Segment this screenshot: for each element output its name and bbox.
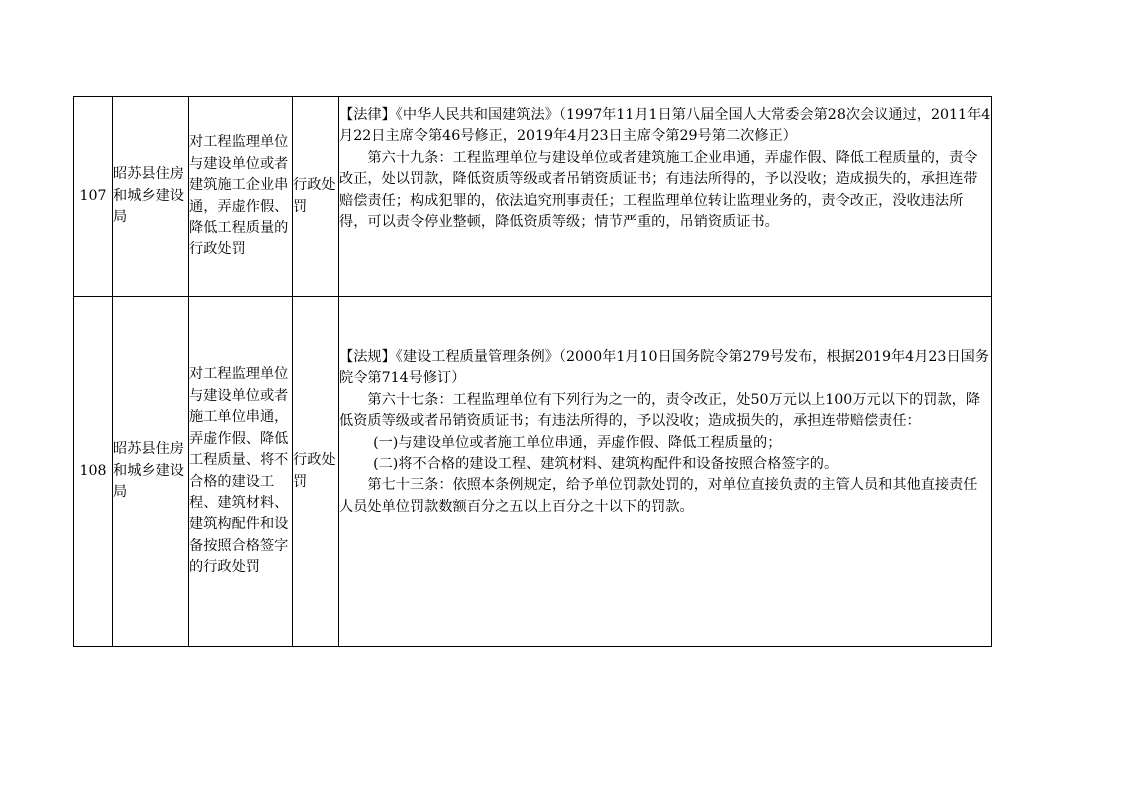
agency-cell <box>113 297 189 647</box>
basis-clause: (二)将不合格的建设工程、建筑材料、建筑构配件和设备按照合格签字的。 <box>373 456 839 473</box>
agency-text: 昭苏县住房和城乡建设局 <box>113 166 184 226</box>
type-cell <box>293 297 339 647</box>
agency-cell <box>113 97 189 297</box>
basis-cell <box>339 297 992 647</box>
row-number: 108 <box>74 297 113 647</box>
type-cell <box>293 97 339 297</box>
row-number: 107 <box>74 97 113 297</box>
item-text: 对工程监理单位与建设单位或者建筑施工企业串通，弄虚作假、降低工程质量的行政处罚 <box>189 134 289 258</box>
basis-cell <box>339 97 992 297</box>
item-cell <box>189 97 293 297</box>
agency-text: 昭苏县住房和城乡建设局 <box>113 441 184 501</box>
table-row <box>74 297 992 647</box>
type-text: 行政处罚 <box>293 177 336 215</box>
basis-source: 【法规】《建设工程质量管理条例》（2000年1月10日国务院令第279号发布，根据2019年4月23日国务院令第714号修订） <box>339 349 990 387</box>
item-cell <box>189 297 293 647</box>
item-text: 对工程监理单位与建设单位或者施工单位串通，弄虚作假、降低工程质量、将不合格的建设工程、建筑材料、建筑构配件和设备按照合格签字的行政处罚 <box>189 366 289 576</box>
basis-clause: (一)与建设单位或者施工单位串通，弄虚作假、降低工程质量的； <box>373 434 782 451</box>
basis-article: 第七十三条：依照本条例规定，给予单位罚款处罚的，对单位直接负责的主管人员和其他直接责任人员处单位罚款数额百分之五以上百分之十以下的罚款。 <box>339 477 978 515</box>
basis-source: 【法律】《中华人民共和国建筑法》（1997年11月1日第八届全国人大常委会第28次会议通过，2011年4月22日主席令第46号修正，2019年4月23日主席令第29号第二次修正） <box>339 107 991 145</box>
basis-article: 第六十九条：工程监理单位与建设单位或者建筑施工企业串通，弄虚作假、降低工程质量的，责令改正，处以罚款，降低资质等级或者吊销资质证书；有违法所得的，予以没收；造成损失的，承担连带赔偿责任；构成犯罪的，依法追究刑事责任；工程监理单位转让监理业务的，责令改正，没收违法所得，可以责令停业整顿，降低资质等级；情节严重的，吊销资质证书。 <box>339 149 978 231</box>
table-row <box>74 97 992 297</box>
type-text: 行政处罚 <box>293 452 336 490</box>
penalty-table <box>73 96 992 647</box>
basis-article: 第六十七条：工程监理单位有下列行为之一的，责令改正，处50万元以上100万元以下的罚款，降低资质等级或者吊销资质证书；有违法所得的，予以没收；造成损失的，承担连带赔偿责任： <box>339 391 981 430</box>
